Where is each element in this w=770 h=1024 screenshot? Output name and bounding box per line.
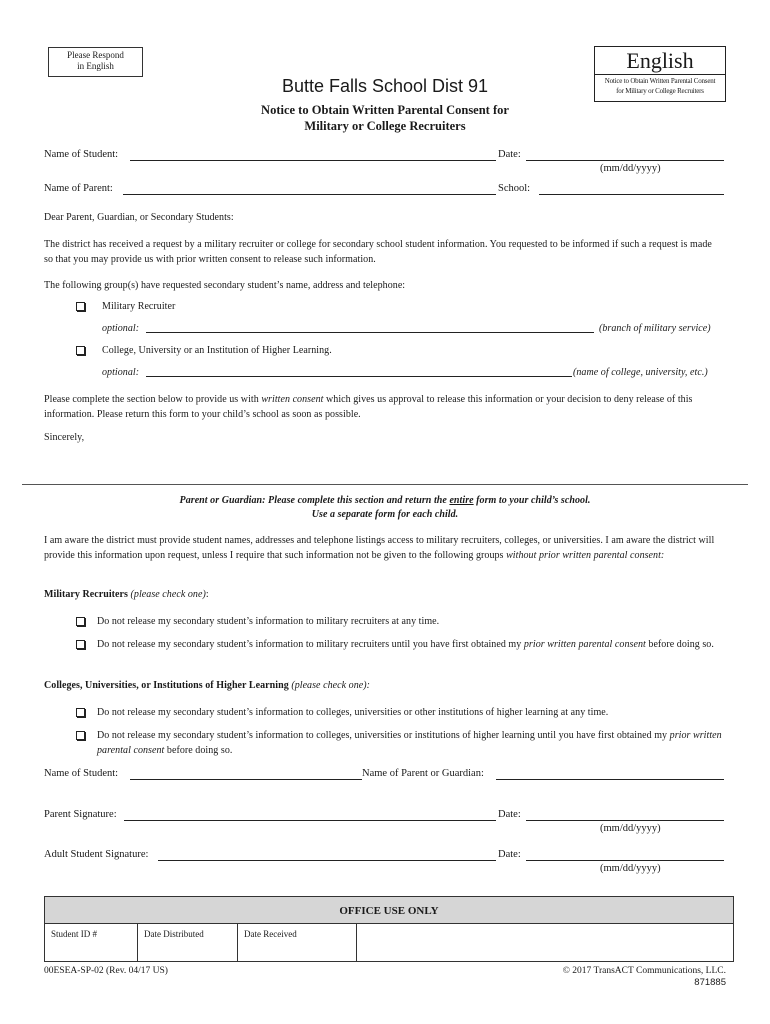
guardian-name-label: Name of Parent or Guardian: — [362, 768, 484, 779]
college-section-heading — [44, 678, 370, 693]
adult-signature-date-format: (mm/dd/yyyy) — [600, 863, 661, 874]
closing: Sincerely, — [44, 432, 85, 443]
college-heading-text: Colleges, Universities, or Institutions of Higher Learning — [44, 680, 289, 691]
adult-signature-date-label: Date: — [498, 849, 521, 860]
parent-signature-date-format: (mm/dd/yyyy) — [600, 823, 661, 834]
military-consent-start: Do not release my secondary student’s information to military recruiters until you have first obtained my — [97, 639, 524, 650]
notice-title — [160, 102, 610, 134]
student-name-label: Name of Student: — [44, 149, 119, 160]
language-subtitle-line-1: Notice to Obtain Written Parental Consent — [604, 77, 716, 85]
military-optional-label: optional: — [102, 323, 140, 334]
consent-paragraph-start: Please complete the section below to provide us with — [44, 394, 262, 405]
college-heading-hint: (please check one): — [291, 680, 370, 691]
parent-signature-date-label: Date: — [498, 809, 521, 820]
footer-right — [520, 966, 726, 988]
college-consent-emphasis: prior written parental consent — [97, 730, 722, 756]
military-recruiter-checkbox[interactable] — [76, 302, 85, 311]
parent-signature-field[interactable] — [124, 820, 496, 821]
parent-signature-label: Parent Signature: — [44, 809, 117, 820]
military-consent-checkbox[interactable] — [76, 640, 85, 649]
respond-line-2: in English — [77, 61, 114, 71]
college-name-hint: (name of college, university, etc.) — [573, 367, 708, 378]
student-id-cell: Student ID # — [45, 924, 138, 961]
school-field[interactable] — [539, 194, 724, 195]
respond-line-1: Please Respond — [67, 50, 124, 60]
college-consent-checkbox[interactable] — [76, 731, 85, 740]
district-name: Butte Falls School Dist 91 — [281, 76, 489, 96]
form-code: 00ESEA-SP-02 (Rev. 04/17 US) — [44, 966, 168, 976]
military-consent-end: before doing so. — [645, 639, 714, 650]
adult-signature-date-field[interactable] — [526, 860, 724, 861]
bottom-student-name-label: Name of Student: — [44, 768, 119, 779]
military-recruiter-label: Military Recruiter — [102, 301, 176, 312]
college-checkbox[interactable] — [76, 346, 85, 355]
date-field[interactable] — [526, 160, 724, 161]
date-received-cell: Date Received — [238, 924, 357, 961]
college-never-label: Do not release my secondary student’s information to colleges, universities or other institutions of higher learning at any time. — [97, 707, 609, 718]
college-consent-end: before doing so. — [164, 745, 233, 756]
office-use-box — [44, 896, 734, 962]
military-never-label: Do not release my secondary student’s information to military recruiters at any time. — [97, 616, 440, 627]
notice-title-line-2: Military or College Recruiters — [304, 119, 466, 133]
military-branch-field[interactable] — [146, 332, 594, 333]
language-subtitle-line-2: for Military or College Recruiters — [616, 87, 704, 95]
military-heading-hint: (please check one) — [130, 589, 206, 600]
groups-intro: The following group(s) have requested secondary student’s name, address and telephone: — [44, 280, 406, 291]
guardian-instructions-end: form to your child’s school. — [473, 495, 591, 506]
college-never-checkbox[interactable] — [76, 708, 85, 717]
military-branch-hint: (branch of military service) — [599, 323, 711, 334]
guardian-instructions — [100, 494, 670, 522]
office-blank-cell — [357, 924, 733, 961]
guardian-instructions-line-1 — [100, 494, 670, 508]
adult-signature-field[interactable] — [158, 860, 496, 861]
language-box — [594, 46, 726, 102]
college-consent-label — [97, 728, 727, 758]
parent-name-field[interactable] — [123, 194, 496, 195]
guardian-instructions-start: Parent or Guardian: Please complete this section and return the — [179, 495, 450, 506]
document-number: 871885 — [694, 977, 726, 988]
student-name-field[interactable] — [130, 160, 496, 161]
military-consent-emphasis: prior written parental consent — [523, 639, 646, 650]
consent-paragraph — [44, 392, 720, 422]
intro-paragraph: The district has received a request by a military recruiter or college for secondary school student information. You requested to be informed if such a request is made so that you may provide us with prior written consent to release such information. — [44, 239, 712, 265]
bottom-student-name-field[interactable] — [130, 779, 362, 780]
date-format-hint: (mm/dd/yyyy) — [600, 163, 661, 174]
college-consent-start: Do not release my secondary student’s information to colleges, universities or institutions of higher learning until you have first obtained my — [97, 730, 670, 741]
awareness-paragraph-text: I am aware the district must provide student names, addresses and telephone listings access to military recruiters, colleges, or universities. I am aware the district will provide this information upon request, unless I require that such information not be given to the following groups — [44, 535, 715, 561]
consent-paragraph-end: which gives us approval to release this information or your decision to deny release of this information. Please return this form to your child’s school as soon as possible. — [44, 394, 693, 420]
notice-title-line-1: Notice to Obtain Written Parental Consent for — [261, 103, 509, 117]
language-title: English — [595, 47, 725, 75]
copyright: © 2017 TransACT Communications, LLC. — [562, 966, 726, 976]
section-divider — [22, 484, 748, 485]
parent-name-label: Name of Parent: — [44, 183, 113, 194]
respond-language-box — [48, 47, 143, 77]
school-label: School: — [498, 183, 531, 194]
office-use-title: OFFICE USE ONLY — [45, 897, 733, 924]
adult-signature-label: Adult Student Signature: — [44, 849, 149, 860]
college-optional-label: optional: — [102, 367, 140, 378]
date-distributed-cell: Date Distributed — [138, 924, 238, 961]
guardian-name-field[interactable] — [496, 779, 724, 780]
parent-signature-date-field[interactable] — [526, 820, 724, 821]
military-heading-text: Military Recruiters — [44, 589, 128, 600]
college-label: College, University or an Institution of Higher Learning. — [102, 345, 332, 356]
salutation: Dear Parent, Guardian, or Secondary Students: — [44, 212, 234, 223]
awareness-paragraph-emphasis: without prior written parental consent: — [506, 550, 665, 561]
awareness-paragraph — [44, 533, 730, 563]
military-section-heading: Military Recruiters (please check one): — [44, 589, 209, 600]
language-subtitle — [595, 76, 725, 96]
military-consent-label — [97, 637, 727, 652]
college-name-field[interactable] — [146, 376, 572, 377]
consent-paragraph-emphasis: written consent — [261, 394, 324, 405]
guardian-instructions-emphasis: entire — [449, 495, 474, 506]
military-never-checkbox[interactable] — [76, 617, 85, 626]
date-label: Date: — [498, 149, 521, 160]
guardian-instructions-line-2: Use a separate form for each child. — [311, 509, 459, 520]
